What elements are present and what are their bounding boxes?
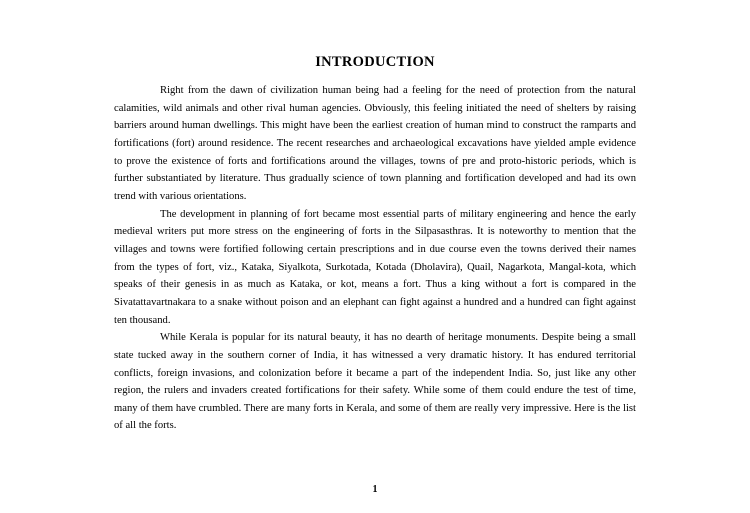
paragraph-2: The development in planning of fort became most essential parts of military engineering and hence the early medieval writers put more stress on the engineering of forts in the Silpasasthras. It is noteworthy to mention that the villages and towns were fortified following certain prescriptions and in due course even the towns derived their names from the types of fort, viz., Kataka, Siyalkota, Surkotada, Kotada (Dholavira), Quail, Nagarkota, Mangal-kota, which speaks of their genesis in as much as Kataka, or kot, means a fort. Thus a king without a fort is compared in the Sivatattavartnakara to a snake without poison and an elephant can fight against a hundred and a hundred can fight against ten thousand.: [114, 208, 636, 326]
paragraph-1: Right from the dawn of civilization human being had a feeling for the need of protection from the natural calamities, wild animals and other rival human agencies. Obviously, this feeling initiated the need of shelters by raising barriers around human dwellings. This might have been the earliest creation of human mind to construct the ramparts and fortifications (fort) around residence. The recent researches and archaeological excavations have yielded ample evidence to prove the existence of forts and fortifications around the villages, towns of pre and proto-historic periods, which is further substantiated by literature. Thus gradually science of town planning and fortification developed and had its own trend with various orientations.: [114, 85, 636, 202]
page-number: 1: [372, 484, 378, 495]
body-text: [114, 82, 636, 435]
paragraph-3: While Kerala is popular for its natural beauty, it has no dearth of heritage monuments. Despite being a small state tucked away in the southern corner of India, it has witnessed a very dramatic history. It has endured territorial conflicts, foreign invasions, and colonization before it became a part of the independent India. So, just like any other region, the rulers and invaders created fortifications for their safety. While some of them could endure the test of time, many of them have crumbled. There are many forts in Kerala, and some of them are really very impressive. Here is the list of all the forts.: [114, 332, 636, 432]
page-title: INTRODUCTION: [315, 54, 435, 70]
